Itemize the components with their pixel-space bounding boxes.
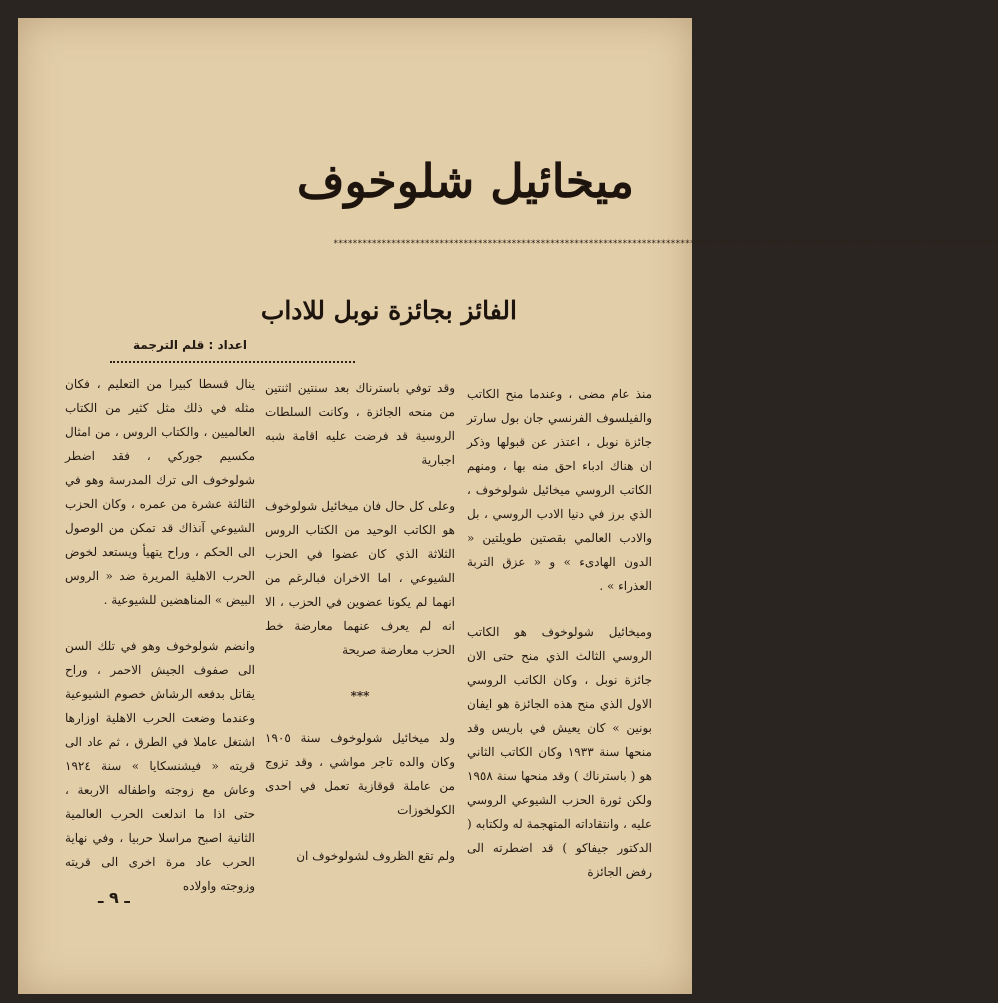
column-middle — [265, 376, 455, 890]
paragraph: ولد ميخائيل شولوخوف سنة ١٩٠٥ وكان والده تاجر مواشي ، وقد تزوج من عاملة قوقازية تعمل في احدى الكولخوزات — [265, 731, 455, 817]
paragraph: ولم تقع الظروف لشولوخوف ان — [296, 849, 455, 863]
article-subtitle: الفائز بجائزة نوبل للاداب — [260, 296, 517, 325]
page-number: ـ ٩ ـ — [98, 888, 130, 907]
paragraph: ينال قسطا كبيرا من التعليم ، فكان مثله في ذلك مثل كثير من الكتاب العالميين ، والكتاب الروس ، من امثال مكسيم جوركي ، فقد اضطر شولوخوف الى ترك المدرسة وهو في الثالثة عشرة من عمره ، وكان الحزب الشيوعي آنذاك قد تمكن من الوصول الى الحكم ، وراح يتهيأ ويستعد لخوض الحرب الاهلية المريرة ضد « الروس البيض » المناهضين للشيوعية . — [65, 377, 255, 607]
paragraph: وانضم شولوخوف وهو في تلك السن الى صفوف الجيش الاحمر ، وراح يقاتل بدفعه الرشاش خصوم الشيوعية وعندما وضعت الحرب الاهلية اوزارها اشتغل عاملا في الطرق ، ثم عاد الى قريته « فيشنسكايا » سنة ١٩٢٤ وعاش مع زوجته واطفاله الاربعة ، حتى اذا ما اندلعت الحرب العالمية الثانية اصبح مراسلا حربيا ، وفي نهاية الحرب عاد مرة اخرى الى قريته وزوجته واولاده — [65, 639, 255, 893]
credit-divider — [110, 361, 355, 363]
paragraph: منذ عام مضى ، وعندما منح الكاتب والفيلسوف الفرنسي جان بول سارتر جائزة نوبل ، اعتذر عن قبولها وذكر ان هناك ادباء احق منه بها ، ومنهم الكاتب الروسي ميخائيل شولوخوف ، الذي برز في دنيا الادب الروسي ، بل والادب العالمي بقصتين طويلتين « الدون الهادىء » و « عزق التربة العذراء » . — [467, 387, 652, 593]
column-right — [467, 382, 652, 906]
magazine-page — [18, 18, 998, 994]
column-left — [65, 372, 255, 920]
author-credit: اعداد : قلم الترجمة — [133, 338, 247, 352]
paragraph: وعلى كل حال فان ميخائيل شولوخوف هو الكاتب الوحيد من الكتاب الروس الثلاثة الذي كان عضوا في الحزب الشيوعي ، اما الاخران فبالرغم من انهما لم يكونا عضوين في الحزب ، الا انه لم يعرف عنهما معارضة خط الحزب معارضة صريحة — [265, 499, 455, 657]
article-title: ميخائيل شلوخوف — [296, 154, 634, 208]
section-separator: *** — [350, 689, 370, 703]
star-ornament-rule: ****************************************************************************************************************************************** — [333, 239, 998, 249]
paragraph: وقد توفي باسترناك بعد سنتين اثنتين من منحه الجائزة ، وكانت السلطات الروسية قد فرضت عليه اقامة شبه اجبارية — [265, 381, 455, 467]
paragraph: وميخائيل شولوخوف هو الكاتب الروسي الثالث الذي منح حتى الان جائزة نوبل ، وكان الكاتب الروسي الاول الذي منح هذه الجائزة هو ايفان بونين » كان يعيش في باريس وقد منحها سنة ١٩٣٣ وكان الكاتب الثاني هو ( باسترناك ) وقد منحها سنة ١٩٥٨ ولكن ثورة الحزب الشيوعي الروسي عليه ، وانتقاداته المتهجمة له ولكتابه ( الدكتور جيفاكو ) قد اضطرته الى رفض الجائزة — [467, 625, 652, 879]
